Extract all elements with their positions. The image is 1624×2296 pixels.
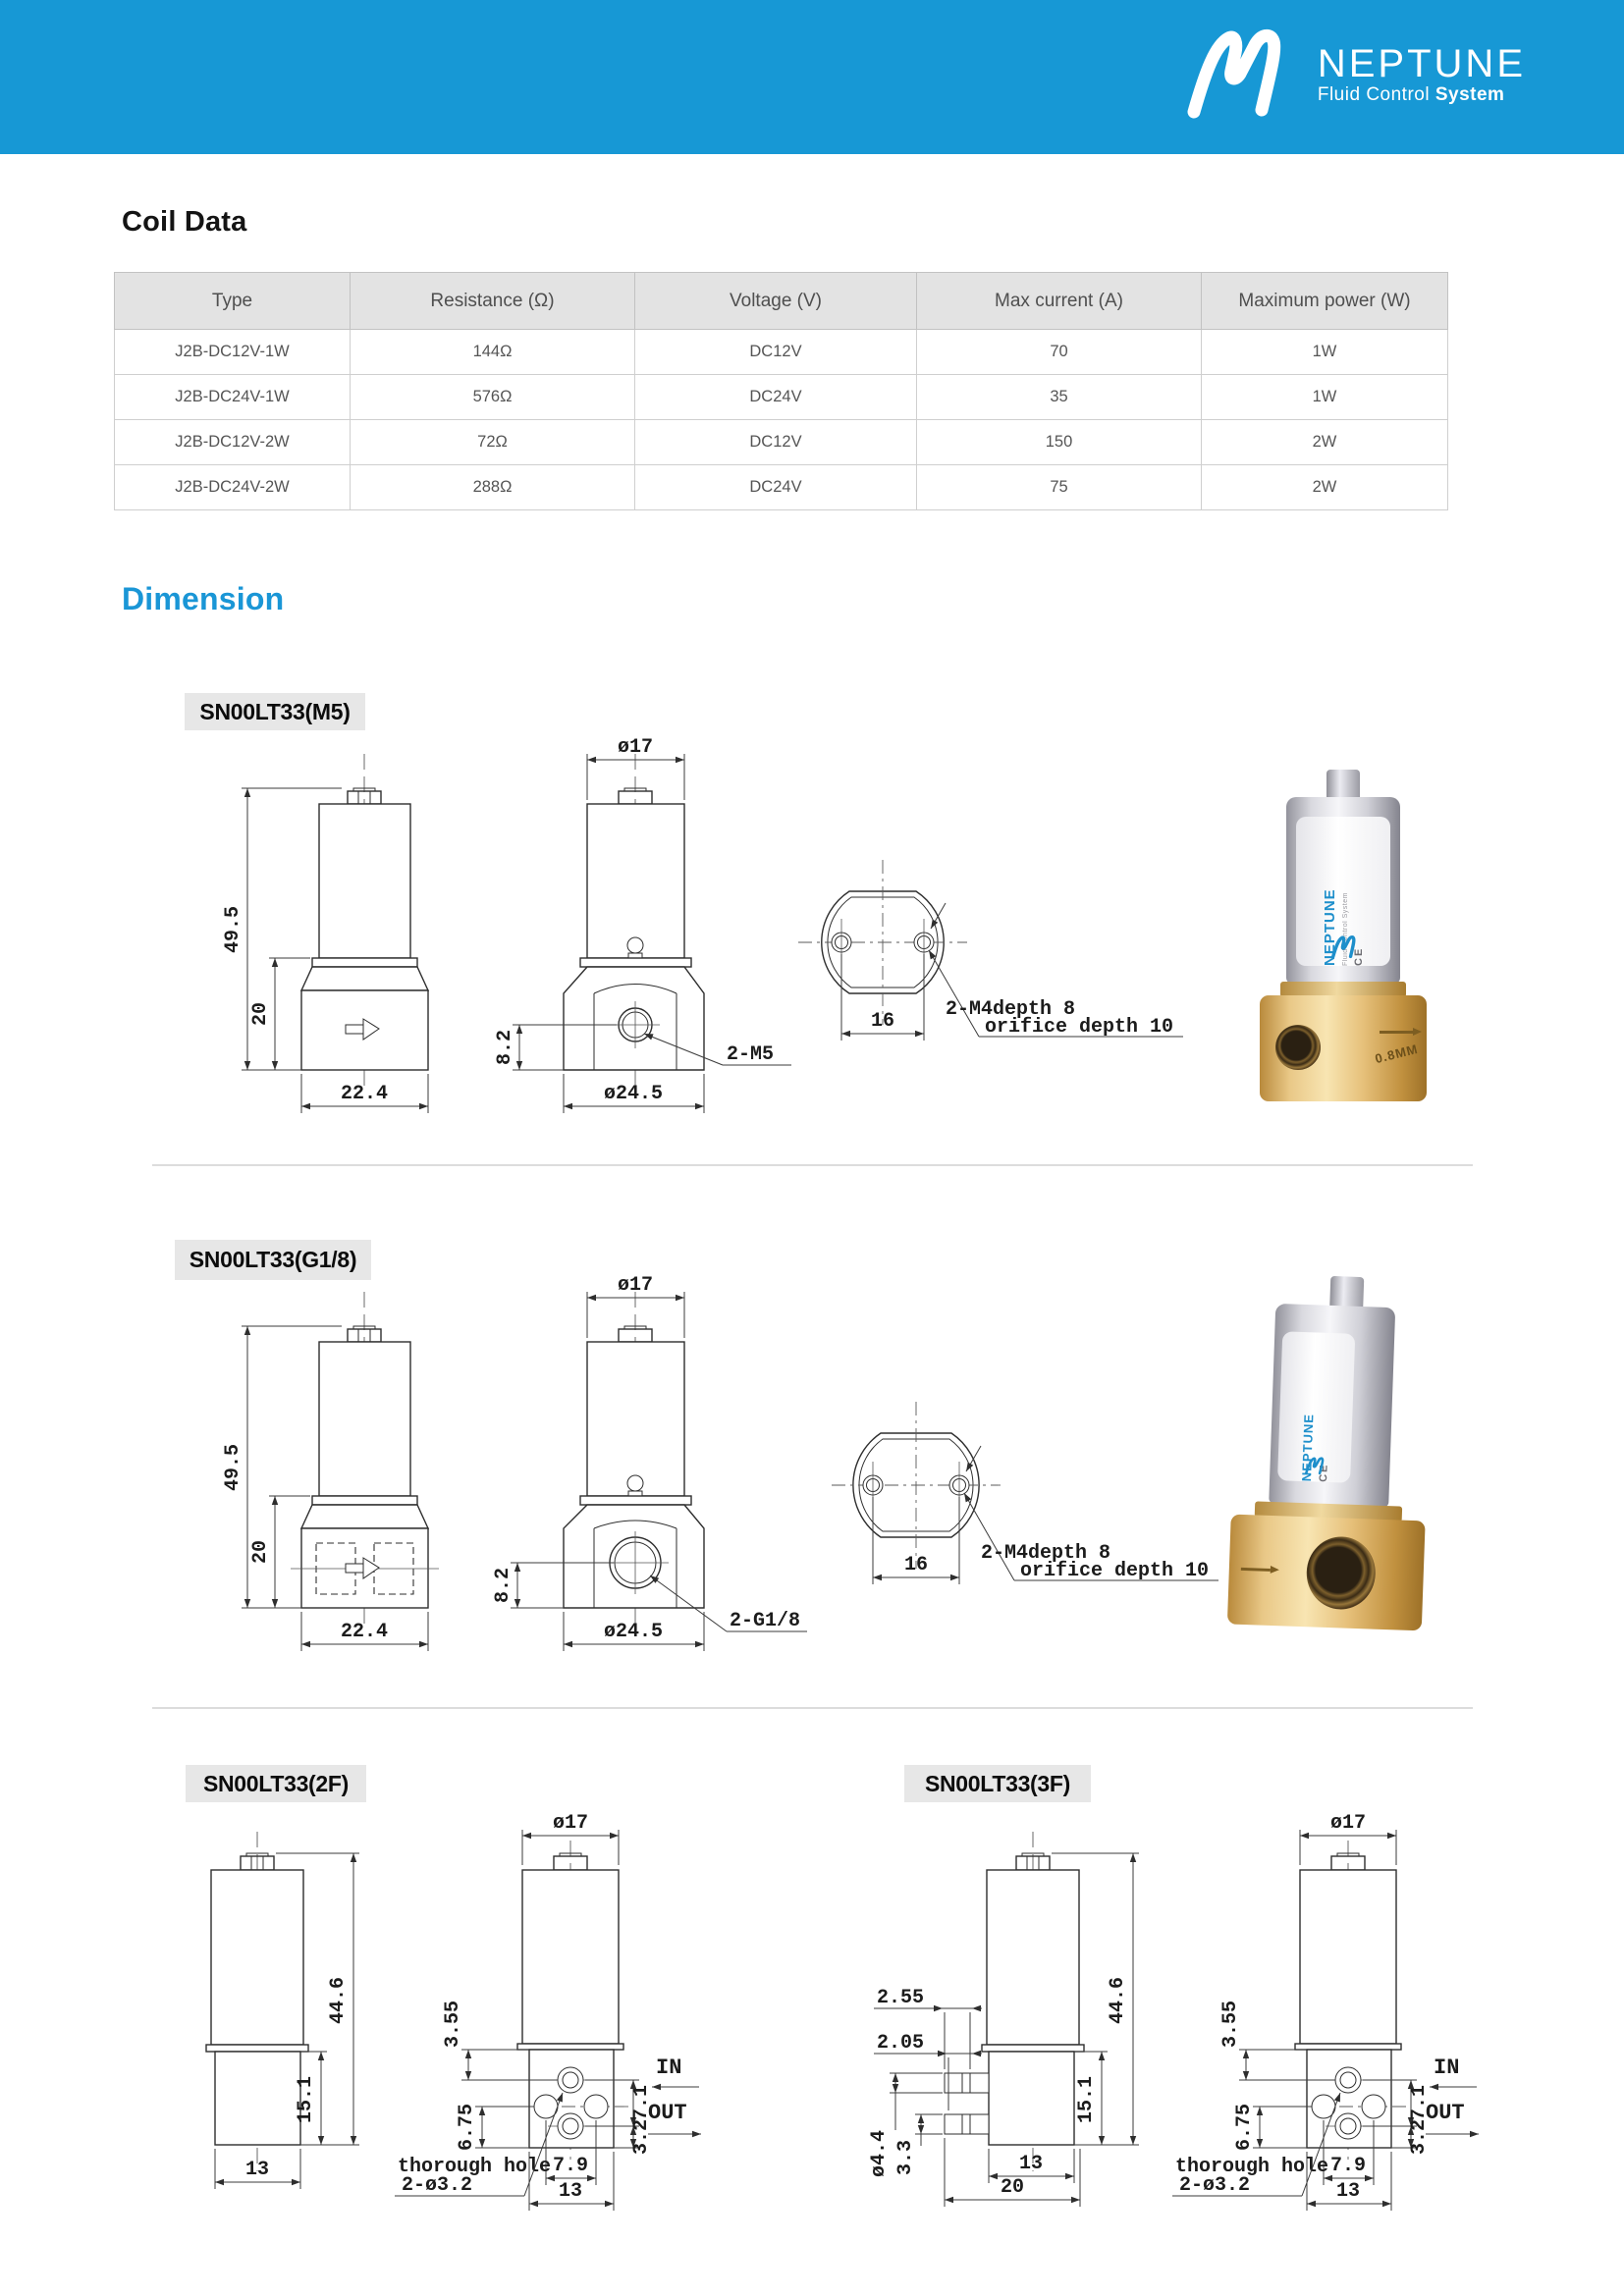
valve-coil [1269,1304,1395,1508]
note-line2: 2-ø3.2 [402,2174,473,2197]
ce-mark: CE [1353,946,1365,966]
label-swoosh-icon [1301,1456,1327,1476]
dim-label-w1: 13 [1018,2153,1044,2175]
dim-label-r2: 3.2 [630,2118,653,2156]
dim-label-r1: 7.1 [1408,2084,1431,2121]
col-header-voltage: Voltage (V) [635,273,917,330]
cell-voltage: DC12V [635,330,917,375]
badge-sn00lt33-3f: SN00LT33(3F) [904,1765,1091,1802]
g18-front-view [222,1292,439,1651]
dim-label-total: 44.6 [327,1976,350,2025]
note-line1: 2-M4depth 8 [981,1542,1111,1565]
3f-front-view [868,1832,1139,2207]
cell-current: 150 [917,420,1202,465]
in-label: IN [1434,2056,1460,2080]
dim-label-block: 13 [558,2180,583,2203]
tagline-bold: System [1435,84,1505,105]
tagline-normal: Fluid Control [1317,84,1431,105]
dim-label-body: 15.1 [295,2075,317,2124]
note-line2: orifice depth 10 [1020,1560,1210,1582]
dim-label-hex: ø24.5 [603,1083,664,1105]
cell-type: J2B-DC24V-1W [115,375,351,420]
dim-label-b1: 2.55 [877,1987,925,2009]
dim-label-b2: 2.05 [877,2032,925,2055]
dim-label-width: 22.4 [340,1621,389,1643]
cell-current: 75 [917,465,1202,510]
badge-sn00lt33-2f: SN00LT33(2F) [186,1765,366,1802]
dim-label-coil-dia: ø17 [552,1812,589,1835]
neptune-logo [1168,26,1526,124]
dim-label-b3: ø4.4 [868,2129,891,2178]
logo-text [1318,43,1526,106]
g18-bottom-view [832,1402,1218,1584]
badge-sn00lt33-g18: SN00LT33(G1/8) [175,1240,371,1280]
dim-label-coil-dia: ø17 [617,1274,654,1297]
valve-label [1296,817,1390,966]
dim-label-width: 13 [244,2159,270,2181]
dim-label-hex: ø24.5 [603,1621,664,1643]
badge-sn00lt33-m5: SN00LT33(M5) [185,693,365,730]
dimension-title: Dimension [122,581,285,616]
dim-label-width: 22.4 [340,1083,389,1105]
cell-type: J2B-DC24V-2W [115,465,351,510]
coil-data-title: Coil Data [122,206,247,238]
valve-pin [1329,1276,1364,1308]
brand-tagline [1318,84,1526,106]
cell-resistance: 144Ω [351,330,635,375]
valve-coil [1286,797,1400,984]
out-label: OUT [1426,2101,1465,2125]
dim-label-coil-dia: ø17 [1329,1812,1367,1835]
note-line1: thorough hole [1175,2156,1329,2178]
table-row [115,330,1448,375]
cell-type: J2B-DC12V-1W [115,330,351,375]
coil-data-table [114,272,1448,510]
2f-port-view [395,1812,701,2211]
cell-current: 35 [917,375,1202,420]
dim-label-pitch: 7.9 [1329,2155,1367,2177]
cell-type: J2B-DC12V-2W [115,420,351,465]
flow-arrow-icon [1380,1031,1413,1034]
flow-arrow-icon [1241,1568,1271,1572]
2f-front-view [206,1832,359,2189]
dim-label-block: 13 [1335,2180,1361,2203]
g18-side-view [492,1274,807,1651]
orifice-marking: 0.8MM [1374,1041,1421,1067]
dim-label-pitch: 7.9 [552,2155,589,2177]
valve-port [1275,1025,1321,1070]
note-line2: orifice depth 10 [985,1016,1174,1039]
out-label: OUT [648,2101,687,2125]
3f-port-view [1172,1812,1479,2211]
in-label: IN [656,2056,682,2080]
col-header-resistance: Resistance (Ω) [351,273,635,330]
dim-label-body: 15.1 [1075,2075,1098,2124]
m5-bottom-view [798,860,1183,1041]
cell-power: 1W [1202,375,1448,420]
dim-label-left: 6.75 [1233,2103,1256,2152]
valve-label [1277,1331,1355,1482]
dim-label-total: 49.5 [222,1443,244,1492]
port-label: 2-M5 [727,1043,775,1066]
brand-name: NEPTUNE [1317,42,1526,85]
dim-label-coil-dia: ø17 [617,736,654,759]
ce-mark: CE [1317,1463,1330,1482]
label-brand: NEPTUNE [1298,1413,1316,1482]
dim-label-body: 20 [249,1001,272,1027]
col-header-type: Type [115,273,351,330]
dim-label-body: 20 [249,1539,272,1565]
cell-resistance: 72Ω [351,420,635,465]
note-line1: thorough hole [398,2156,552,2178]
table-header-row [115,273,1448,330]
m5-side-view [494,736,791,1113]
dim-label-left: 6.75 [456,2103,478,2152]
label-tagline: Fluid Control System [1342,892,1349,966]
dim-label-r2: 3.2 [1408,2118,1431,2156]
m5-front-view [222,754,428,1113]
dim-label-b4: 3.3 [894,2139,917,2176]
col-header-current: Max current (A) [917,273,1202,330]
product-photo-g18 [1221,1272,1440,1634]
dim-label-offset: 8.2 [494,1029,516,1066]
valve-body [1260,995,1427,1101]
neptune-swoosh-icon [1168,26,1298,124]
label-brand: NEPTUNE [1322,888,1338,966]
dim-label-top: 3.55 [442,2000,464,2049]
table-row [115,375,1448,420]
cell-voltage: DC24V [635,465,917,510]
dim-label-pitch: 16 [903,1554,929,1576]
note-line1: 2-M4depth 8 [946,998,1076,1021]
col-header-power: Maximum power (W) [1202,273,1448,330]
label-swoosh-icon [1326,934,1360,960]
table-row [115,465,1448,510]
dim-label-offset: 8.2 [492,1567,514,1604]
cell-resistance: 288Ω [351,465,635,510]
cell-voltage: DC24V [635,375,917,420]
valve-port [1305,1535,1377,1610]
dim-label-total: 49.5 [222,905,244,954]
cell-voltage: DC12V [635,420,917,465]
dim-label-w2: 20 [1000,2176,1025,2199]
valve-body [1227,1515,1426,1631]
product-photo-m5 [1249,770,1437,1103]
note-line2: 2-ø3.2 [1179,2174,1251,2197]
dim-label-total: 44.6 [1107,1976,1129,2025]
cell-power: 2W [1202,465,1448,510]
cell-current: 70 [917,330,1202,375]
dim-label-r1: 7.1 [630,2084,653,2121]
cell-power: 2W [1202,420,1448,465]
dim-label-top: 3.55 [1219,2000,1242,2049]
2f-3f-drawing [0,1811,1624,2233]
cell-power: 1W [1202,330,1448,375]
page-header [0,0,1624,154]
port-label: 2-G1/8 [730,1610,801,1632]
dim-label-pitch: 16 [870,1010,895,1033]
cell-resistance: 576Ω [351,375,635,420]
table-row [115,420,1448,465]
